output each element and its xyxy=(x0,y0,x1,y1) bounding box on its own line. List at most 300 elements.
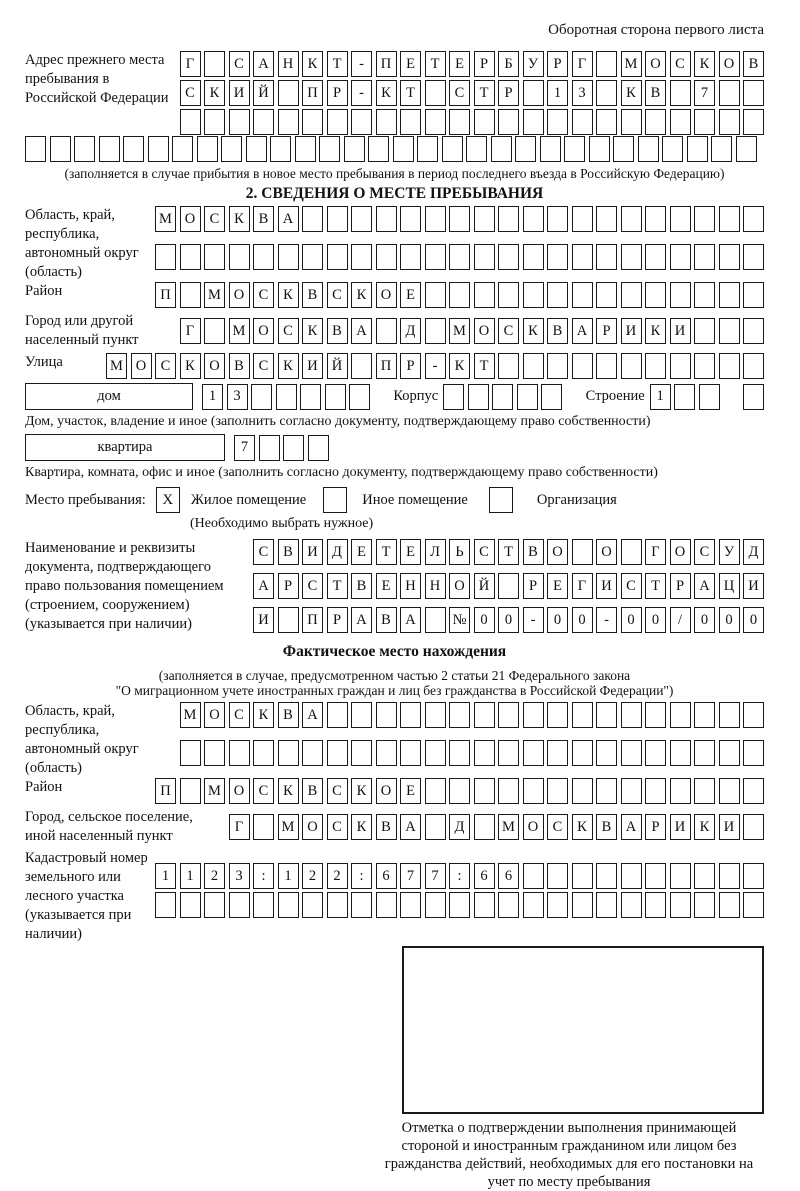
char-box[interactable]: 7 xyxy=(694,80,715,106)
char-box[interactable]: И xyxy=(302,353,323,379)
char-box[interactable] xyxy=(204,740,225,766)
char-box[interactable] xyxy=(736,136,757,162)
char-box[interactable] xyxy=(540,136,561,162)
char-box[interactable] xyxy=(425,282,446,308)
char-box[interactable] xyxy=(674,384,695,410)
char-box[interactable] xyxy=(743,778,764,804)
char-box[interactable] xyxy=(253,814,274,840)
char-box[interactable] xyxy=(308,435,329,461)
char-box[interactable] xyxy=(621,702,642,728)
char-box[interactable]: - xyxy=(351,51,372,77)
char-box[interactable] xyxy=(123,136,144,162)
char-box[interactable] xyxy=(596,778,617,804)
char-box[interactable] xyxy=(376,702,397,728)
char-box[interactable] xyxy=(572,282,593,308)
char-box[interactable] xyxy=(344,136,365,162)
char-box[interactable] xyxy=(547,282,568,308)
char-box[interactable] xyxy=(670,206,691,232)
char-box[interactable] xyxy=(694,318,715,344)
char-box[interactable]: П xyxy=(376,51,397,77)
char-box[interactable] xyxy=(449,892,470,918)
char-box[interactable]: А xyxy=(400,814,421,840)
char-box[interactable] xyxy=(204,318,225,344)
char-box[interactable] xyxy=(743,80,764,106)
char-box[interactable]: 3 xyxy=(227,384,248,410)
char-box[interactable]: К xyxy=(229,206,250,232)
char-box[interactable]: Г xyxy=(572,51,593,77)
char-box[interactable] xyxy=(523,109,544,135)
char-box[interactable] xyxy=(276,384,297,410)
char-box[interactable] xyxy=(253,109,274,135)
char-box[interactable] xyxy=(351,244,372,270)
char-box[interactable] xyxy=(523,206,544,232)
char-box[interactable] xyxy=(351,702,372,728)
char-box[interactable] xyxy=(743,282,764,308)
char-box[interactable] xyxy=(270,136,291,162)
char-box[interactable]: 3 xyxy=(229,863,250,889)
char-box[interactable]: В xyxy=(327,318,348,344)
char-box[interactable] xyxy=(719,778,740,804)
char-box[interactable]: Р xyxy=(474,51,495,77)
char-box[interactable]: И xyxy=(670,814,691,840)
char-box[interactable]: - xyxy=(351,80,372,106)
char-box[interactable] xyxy=(596,80,617,106)
char-box[interactable]: О xyxy=(229,778,250,804)
char-box[interactable]: 1 xyxy=(547,80,568,106)
char-box[interactable]: И xyxy=(670,318,691,344)
char-box[interactable] xyxy=(547,206,568,232)
char-box[interactable]: Й xyxy=(474,573,495,599)
char-box[interactable]: С xyxy=(278,318,299,344)
char-box[interactable] xyxy=(474,702,495,728)
char-box[interactable]: Г xyxy=(572,573,593,599)
char-box[interactable] xyxy=(498,353,519,379)
char-box[interactable]: Г xyxy=(645,539,666,565)
char-box[interactable] xyxy=(302,892,323,918)
char-box[interactable]: С xyxy=(229,51,250,77)
char-box[interactable] xyxy=(155,244,176,270)
char-box[interactable] xyxy=(743,892,764,918)
char-box[interactable]: И xyxy=(229,80,250,106)
char-box[interactable] xyxy=(300,384,321,410)
char-box[interactable] xyxy=(466,136,487,162)
char-box[interactable]: К xyxy=(645,318,666,344)
char-box[interactable]: Ь xyxy=(449,539,470,565)
char-box[interactable]: О xyxy=(670,539,691,565)
char-box[interactable] xyxy=(547,702,568,728)
char-box[interactable] xyxy=(498,573,519,599)
char-box[interactable]: Г xyxy=(180,51,201,77)
char-box[interactable] xyxy=(376,244,397,270)
char-box[interactable]: С xyxy=(327,282,348,308)
char-box[interactable] xyxy=(474,244,495,270)
char-box[interactable] xyxy=(417,136,438,162)
char-box[interactable]: К xyxy=(351,778,372,804)
char-box[interactable] xyxy=(645,282,666,308)
char-box[interactable] xyxy=(180,109,201,135)
char-box[interactable]: Д xyxy=(743,539,764,565)
other-premises-checkbox[interactable] xyxy=(323,487,347,513)
char-box[interactable] xyxy=(547,778,568,804)
char-box[interactable]: О xyxy=(523,814,544,840)
char-box[interactable] xyxy=(246,136,267,162)
char-box[interactable] xyxy=(645,206,666,232)
char-box[interactable]: Р xyxy=(498,80,519,106)
char-box[interactable]: 0 xyxy=(694,607,715,633)
char-box[interactable]: Е xyxy=(400,778,421,804)
char-box[interactable] xyxy=(325,384,346,410)
char-box[interactable] xyxy=(523,863,544,889)
char-box[interactable]: О xyxy=(596,539,617,565)
char-box[interactable]: И xyxy=(719,814,740,840)
char-box[interactable]: Р xyxy=(547,51,568,77)
char-box[interactable] xyxy=(719,863,740,889)
char-box[interactable] xyxy=(719,282,740,308)
char-box[interactable] xyxy=(302,244,323,270)
char-box[interactable]: В xyxy=(302,778,323,804)
char-box[interactable] xyxy=(351,353,372,379)
char-box[interactable] xyxy=(645,353,666,379)
char-box[interactable]: Б xyxy=(498,51,519,77)
char-box[interactable] xyxy=(393,136,414,162)
char-box[interactable]: О xyxy=(547,539,568,565)
char-box[interactable]: С xyxy=(670,51,691,77)
char-box[interactable] xyxy=(670,244,691,270)
char-box[interactable]: К xyxy=(523,318,544,344)
char-box[interactable] xyxy=(351,740,372,766)
char-box[interactable]: 2 xyxy=(327,863,348,889)
char-box[interactable] xyxy=(498,244,519,270)
char-box[interactable]: 0 xyxy=(474,607,495,633)
char-box[interactable] xyxy=(327,244,348,270)
char-box[interactable]: О xyxy=(376,778,397,804)
char-box[interactable]: 0 xyxy=(547,607,568,633)
char-box[interactable] xyxy=(449,740,470,766)
char-box[interactable] xyxy=(596,244,617,270)
char-box[interactable] xyxy=(498,778,519,804)
char-box[interactable] xyxy=(621,892,642,918)
char-box[interactable] xyxy=(400,740,421,766)
char-box[interactable] xyxy=(498,206,519,232)
char-box[interactable] xyxy=(596,740,617,766)
char-box[interactable]: К xyxy=(694,51,715,77)
char-box[interactable]: О xyxy=(180,206,201,232)
char-box[interactable] xyxy=(596,863,617,889)
char-box[interactable]: - xyxy=(596,607,617,633)
char-box[interactable] xyxy=(197,136,218,162)
char-box[interactable]: К xyxy=(278,353,299,379)
char-box[interactable] xyxy=(687,136,708,162)
char-box[interactable]: С xyxy=(498,318,519,344)
char-box[interactable] xyxy=(474,778,495,804)
char-box[interactable]: В xyxy=(523,539,544,565)
char-box[interactable]: Д xyxy=(400,318,421,344)
char-box[interactable]: К xyxy=(449,353,470,379)
char-box[interactable] xyxy=(719,702,740,728)
char-box[interactable]: / xyxy=(670,607,691,633)
char-box[interactable] xyxy=(621,109,642,135)
char-box[interactable]: А xyxy=(253,51,274,77)
char-box[interactable] xyxy=(278,607,299,633)
char-box[interactable] xyxy=(278,109,299,135)
char-box[interactable] xyxy=(425,206,446,232)
char-box[interactable] xyxy=(425,740,446,766)
char-box[interactable]: С xyxy=(474,539,495,565)
char-box[interactable] xyxy=(523,702,544,728)
char-box[interactable] xyxy=(442,136,463,162)
char-box[interactable] xyxy=(743,702,764,728)
char-box[interactable]: : xyxy=(351,863,372,889)
char-box[interactable] xyxy=(541,384,562,410)
organization-checkbox[interactable] xyxy=(489,487,513,513)
char-box[interactable]: Н xyxy=(425,573,446,599)
char-box[interactable]: Р xyxy=(645,814,666,840)
char-box[interactable]: П xyxy=(155,778,176,804)
char-box[interactable]: У xyxy=(719,539,740,565)
char-box[interactable]: Р xyxy=(327,80,348,106)
char-box[interactable]: М xyxy=(229,318,250,344)
char-box[interactable]: В xyxy=(253,206,274,232)
char-box[interactable]: В xyxy=(743,51,764,77)
char-box[interactable]: 0 xyxy=(719,607,740,633)
char-box[interactable]: А xyxy=(694,573,715,599)
char-box[interactable]: Р xyxy=(400,353,421,379)
char-box[interactable] xyxy=(25,136,46,162)
char-box[interactable]: Т xyxy=(327,573,348,599)
char-box[interactable]: С xyxy=(327,814,348,840)
char-box[interactable] xyxy=(50,136,71,162)
char-box[interactable] xyxy=(155,892,176,918)
char-box[interactable] xyxy=(283,435,304,461)
char-box[interactable] xyxy=(253,740,274,766)
char-box[interactable]: В xyxy=(645,80,666,106)
char-box[interactable]: 0 xyxy=(645,607,666,633)
char-box[interactable] xyxy=(400,109,421,135)
char-box[interactable] xyxy=(719,740,740,766)
char-box[interactable]: Р xyxy=(523,573,544,599)
char-box[interactable]: Т xyxy=(425,51,446,77)
char-box[interactable] xyxy=(662,136,683,162)
char-box[interactable]: 6 xyxy=(498,863,519,889)
char-box[interactable]: О xyxy=(719,51,740,77)
char-box[interactable] xyxy=(498,282,519,308)
char-box[interactable] xyxy=(221,136,242,162)
char-box[interactable] xyxy=(719,109,740,135)
char-box[interactable] xyxy=(645,863,666,889)
char-box[interactable]: М xyxy=(498,814,519,840)
char-box[interactable]: Е xyxy=(376,573,397,599)
char-box[interactable] xyxy=(327,702,348,728)
char-box[interactable]: М xyxy=(278,814,299,840)
char-box[interactable] xyxy=(449,206,470,232)
char-box[interactable]: 7 xyxy=(234,435,255,461)
char-box[interactable]: 2 xyxy=(204,863,225,889)
char-box[interactable] xyxy=(719,353,740,379)
char-box[interactable] xyxy=(638,136,659,162)
char-box[interactable]: В xyxy=(596,814,617,840)
char-box[interactable]: С xyxy=(155,353,176,379)
char-box[interactable] xyxy=(204,892,225,918)
char-box[interactable]: И xyxy=(253,607,274,633)
char-box[interactable] xyxy=(572,892,593,918)
char-box[interactable] xyxy=(694,353,715,379)
char-box[interactable]: Д xyxy=(449,814,470,840)
char-box[interactable] xyxy=(259,435,280,461)
char-box[interactable]: Ц xyxy=(719,573,740,599)
char-box[interactable]: М xyxy=(155,206,176,232)
char-box[interactable] xyxy=(180,740,201,766)
char-box[interactable]: О xyxy=(376,282,397,308)
char-box[interactable] xyxy=(425,892,446,918)
char-box[interactable] xyxy=(694,740,715,766)
char-box[interactable]: 0 xyxy=(621,607,642,633)
char-box[interactable]: : xyxy=(449,863,470,889)
char-box[interactable]: С xyxy=(253,778,274,804)
char-box[interactable]: А xyxy=(278,206,299,232)
char-box[interactable]: О xyxy=(204,702,225,728)
char-box[interactable]: В xyxy=(351,573,372,599)
char-box[interactable] xyxy=(743,318,764,344)
char-box[interactable] xyxy=(719,318,740,344)
char-box[interactable] xyxy=(376,318,397,344)
char-box[interactable]: С xyxy=(694,539,715,565)
char-box[interactable] xyxy=(449,778,470,804)
char-box[interactable] xyxy=(400,244,421,270)
char-box[interactable] xyxy=(498,740,519,766)
char-box[interactable] xyxy=(172,136,193,162)
char-box[interactable] xyxy=(547,892,568,918)
char-box[interactable]: К xyxy=(694,814,715,840)
char-box[interactable]: 6 xyxy=(376,863,397,889)
char-box[interactable] xyxy=(229,244,250,270)
char-box[interactable]: Т xyxy=(327,51,348,77)
char-box[interactable] xyxy=(645,244,666,270)
char-box[interactable] xyxy=(251,384,272,410)
char-box[interactable] xyxy=(694,244,715,270)
char-box[interactable]: Н xyxy=(400,573,421,599)
char-box[interactable] xyxy=(229,109,250,135)
char-box[interactable] xyxy=(327,740,348,766)
char-box[interactable] xyxy=(515,136,536,162)
char-box[interactable]: 7 xyxy=(425,863,446,889)
char-box[interactable]: О xyxy=(449,573,470,599)
char-box[interactable]: О xyxy=(253,318,274,344)
char-box[interactable] xyxy=(376,206,397,232)
char-box[interactable] xyxy=(572,539,593,565)
char-box[interactable]: А xyxy=(351,607,372,633)
char-box[interactable] xyxy=(204,244,225,270)
char-box[interactable] xyxy=(295,136,316,162)
char-box[interactable] xyxy=(319,136,340,162)
char-box[interactable] xyxy=(327,206,348,232)
char-box[interactable]: К xyxy=(278,778,299,804)
char-box[interactable]: Т xyxy=(498,539,519,565)
char-box[interactable] xyxy=(349,384,370,410)
char-box[interactable] xyxy=(596,353,617,379)
char-box[interactable] xyxy=(645,740,666,766)
char-box[interactable] xyxy=(376,892,397,918)
char-box[interactable] xyxy=(492,384,513,410)
char-box[interactable] xyxy=(621,740,642,766)
char-box[interactable] xyxy=(148,136,169,162)
char-box[interactable] xyxy=(743,244,764,270)
char-box[interactable]: С xyxy=(302,573,323,599)
char-box[interactable]: М xyxy=(106,353,127,379)
char-box[interactable]: И xyxy=(302,539,323,565)
char-box[interactable] xyxy=(523,244,544,270)
char-box[interactable]: Г xyxy=(180,318,201,344)
char-box[interactable]: 6 xyxy=(474,863,495,889)
char-box[interactable] xyxy=(670,892,691,918)
char-box[interactable] xyxy=(699,384,720,410)
char-box[interactable]: О xyxy=(229,282,250,308)
char-box[interactable] xyxy=(719,244,740,270)
char-box[interactable] xyxy=(670,353,691,379)
char-box[interactable] xyxy=(572,109,593,135)
char-box[interactable]: Р xyxy=(670,573,691,599)
char-box[interactable]: М xyxy=(180,702,201,728)
char-box[interactable] xyxy=(400,702,421,728)
char-box[interactable] xyxy=(547,863,568,889)
char-box[interactable]: К xyxy=(302,51,323,77)
char-box[interactable]: - xyxy=(523,607,544,633)
char-box[interactable] xyxy=(523,353,544,379)
char-box[interactable]: С xyxy=(547,814,568,840)
char-box[interactable]: Т xyxy=(474,80,495,106)
char-box[interactable] xyxy=(253,892,274,918)
char-box[interactable] xyxy=(572,740,593,766)
char-box[interactable] xyxy=(719,206,740,232)
char-box[interactable] xyxy=(621,539,642,565)
char-box[interactable] xyxy=(498,892,519,918)
char-box[interactable] xyxy=(743,353,764,379)
char-box[interactable]: У xyxy=(523,51,544,77)
char-box[interactable] xyxy=(204,51,225,77)
char-box[interactable] xyxy=(180,892,201,918)
char-box[interactable] xyxy=(474,740,495,766)
char-box[interactable] xyxy=(694,282,715,308)
char-box[interactable] xyxy=(596,892,617,918)
char-box[interactable]: М xyxy=(204,282,225,308)
char-box[interactable] xyxy=(572,863,593,889)
char-box[interactable] xyxy=(425,80,446,106)
char-box[interactable] xyxy=(523,892,544,918)
char-box[interactable] xyxy=(645,892,666,918)
char-box[interactable] xyxy=(547,740,568,766)
char-box[interactable] xyxy=(670,282,691,308)
char-box[interactable]: А xyxy=(351,318,372,344)
char-box[interactable] xyxy=(253,244,274,270)
char-box[interactable]: 1 xyxy=(278,863,299,889)
char-box[interactable] xyxy=(645,778,666,804)
char-box[interactable]: Д xyxy=(327,539,348,565)
residential-checkbox[interactable]: X xyxy=(156,487,180,513)
char-box[interactable]: К xyxy=(278,282,299,308)
char-box[interactable] xyxy=(498,702,519,728)
char-box[interactable]: С xyxy=(253,282,274,308)
char-box[interactable] xyxy=(572,778,593,804)
char-box[interactable]: 3 xyxy=(572,80,593,106)
char-box[interactable] xyxy=(468,384,489,410)
char-box[interactable] xyxy=(498,109,519,135)
char-box[interactable]: С xyxy=(621,573,642,599)
char-box[interactable]: О xyxy=(204,353,225,379)
char-box[interactable] xyxy=(474,282,495,308)
char-box[interactable] xyxy=(694,863,715,889)
char-box[interactable]: О xyxy=(131,353,152,379)
char-box[interactable]: 0 xyxy=(498,607,519,633)
char-box[interactable] xyxy=(517,384,538,410)
